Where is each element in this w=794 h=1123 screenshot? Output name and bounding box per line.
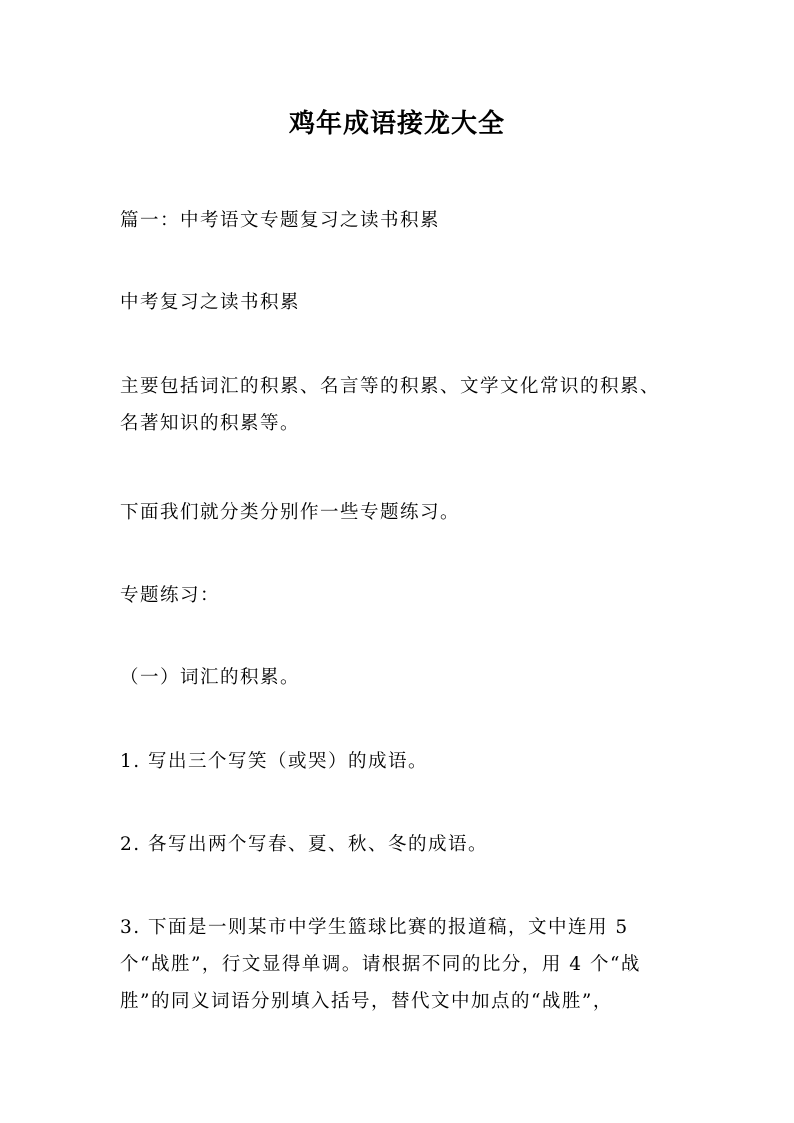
question-3: [120, 909, 680, 1020]
text-line: 名著知识的积累等。: [120, 413, 301, 434]
paragraph-section-heading: [120, 202, 680, 239]
text-line: 下面我们就分类分别作一些专题练习。: [120, 502, 461, 523]
text-line: 专题练习：: [120, 585, 221, 606]
question-2: [120, 826, 680, 863]
text-line: 篇一：中考语文专题复习之读书积累: [120, 210, 441, 231]
text-line: 3. 下面是一则某市中学生篮球比赛的报道稿，文中连用 5: [120, 917, 629, 938]
document-title: 鸡年成语接龙大全: [288, 109, 505, 139]
text-line: 个“战胜”，行文显得单调。请根据不同的比分，用 4 个“战: [120, 954, 641, 975]
paragraph-practice-label: [120, 577, 680, 614]
text-line: 1. 写出三个写笑（或哭）的成语。: [120, 751, 429, 772]
text-line: 2. 各写出两个写春、夏、秋、冬的成语。: [120, 834, 489, 855]
text-line: （一）词汇的积累。: [120, 667, 301, 688]
paragraph-intro: [120, 368, 680, 442]
text-line: 主要包括词汇的积累、名言等的积累、文学文化常识的积累、: [120, 376, 661, 397]
text-line: 中考复习之读书积累: [120, 292, 301, 313]
paragraph-vocab-heading: [120, 659, 680, 696]
paragraph-practice-intro: [120, 494, 680, 531]
question-1: [120, 743, 680, 780]
text-line: 胜”的同义词语分别填入括号，替代文中加点的“战胜”，: [120, 991, 613, 1012]
paragraph-subtitle: [120, 284, 680, 321]
